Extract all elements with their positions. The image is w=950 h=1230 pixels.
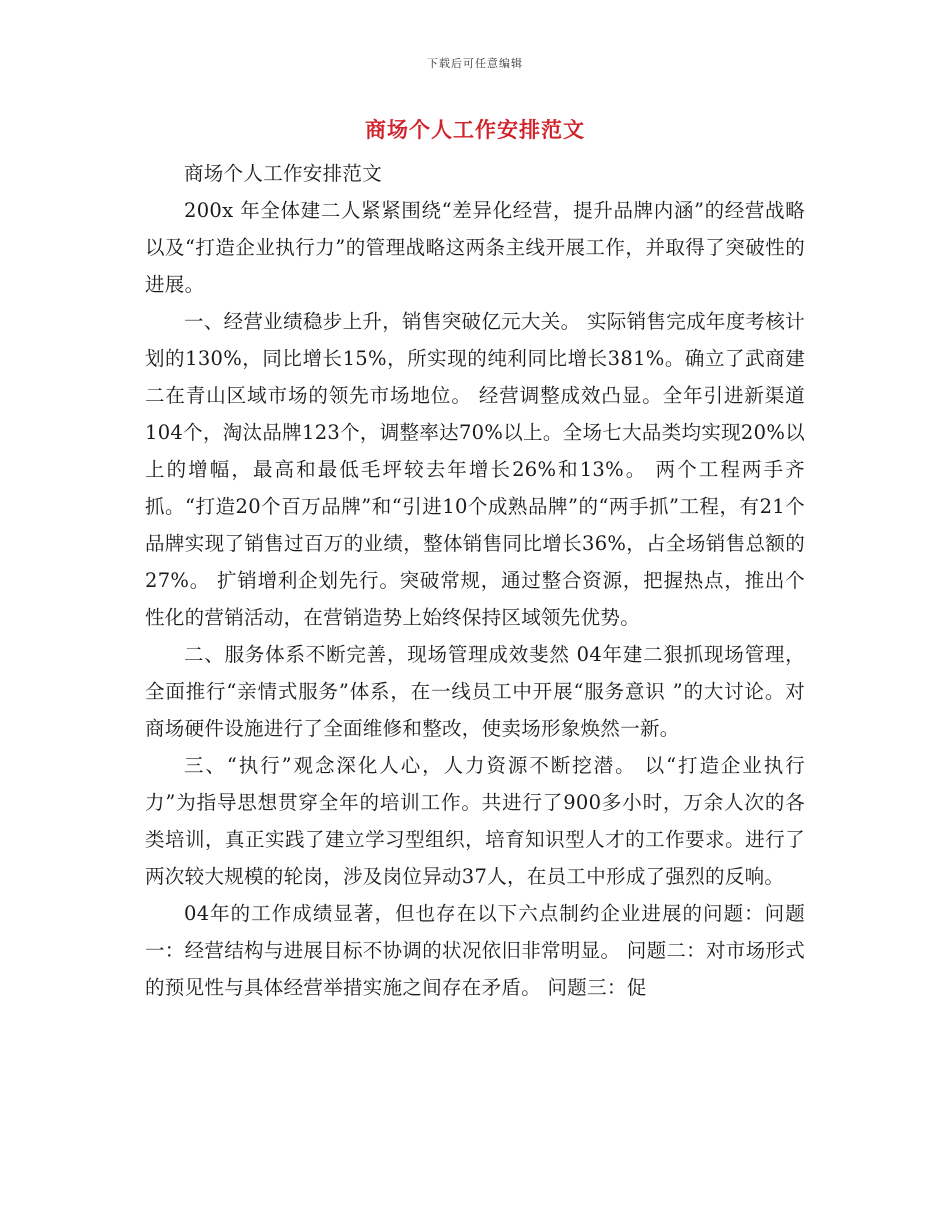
paragraph-section-3: 三、“执行”观念深化人心，人力资源不断挖潜。 以“打造企业执行力”为指导思想贯穿全年的培训工作。共进行了900多小时，万余人次的各类培训，真正实践了建立学习型组织，培育知识型人才的工作要求。进行了两次较大规模的轮岗，涉及岗位异动37人，在员工中形成了强烈的反响。 — [145, 754, 805, 888]
paragraph-subtitle: 商场个人工作安排范文 — [184, 162, 383, 185]
paragraph-problems: 04年的工作成绩显著，但也存在以下六点制约企业进展的问题：问题一：经营结构与进展目标不协调的状况依旧非常明显。 问题二：对市场形式的预见性与具体经营举措实施之间存在矛盾。 问题三：促 — [145, 902, 805, 999]
document-body — [145, 155, 805, 1006]
paragraph-section-2: 二、服务体系不断完善，现场管理成效斐然 04年建二狠抓现场管理，全面推行“亲情式服务”体系，在一线员工中开展“服务意识 ”的大讨论。对商场硬件设施进行了全面维修和整改，使卖场形象焕然一新。 — [145, 643, 805, 740]
paragraph-intro: 200x 年全体建二人紧紧围绕“差异化经营，提升品牌内涵”的经营战略以及“打造企业执行力”的管理战略这两条主线开展工作，并取得了突破性的进展。 — [145, 199, 805, 296]
document-title: 商场个人工作安排范文 — [365, 117, 585, 142]
header-note: 下载后可任意编辑 — [427, 57, 523, 70]
paragraph-section-1: 一、经营业绩稳步上升，销售突破亿元大关。 实际销售完成年度考核计划的130%，同比增长15%，所实现的纯利同比增长381%。确立了武商建二在青山区域市场的领先市场地位。 经营调整成效凸显。全年引进新渠道104个，淘汰品牌123个，调整率达70%以上。全场七大品类均实现20%以上的增幅，最高和最低毛坪较去年增长26%和13%。 两个工程两手齐抓。“打造20个百万品牌”和“引进10个成熟品牌”的“两手抓”工程，有21个品牌实现了销售过百万的业绩，整体销售同比增长36%，占全场销售总额的27%。 扩销增利企划先行。突破常规，通过整合资源，把握热点，推出个性化的营销活动，在营销造势上始终保持区域领先优势。 — [145, 310, 805, 629]
